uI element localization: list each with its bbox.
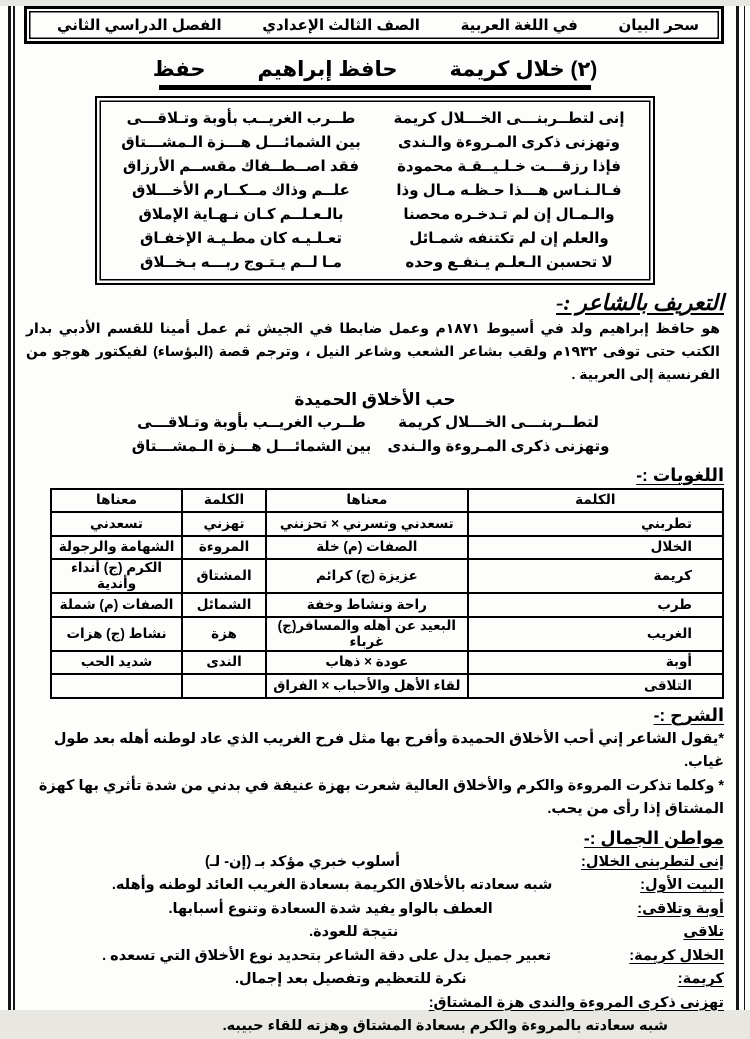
word-cell: تهزني [182,512,266,536]
verse-second-hemistich: تعـلـيـه كان مطـيـة الإخفـاق [140,229,342,247]
beauty-item [24,921,724,945]
explanation-line: *يقول الشاعر إني أحب الأخلاق الحميدة وأفرح بها مثل فرح الغريب الذي عاد لوطنه أهله بعد طول غياب. [53,730,724,770]
poem-verse [107,155,643,179]
verse-second-hemistich: مـا لــم يـتـوج ربـــه بـخــلاق [140,253,342,271]
vocabulary-row [51,536,723,560]
meaning-cell: لقاء الأهل والأحباب × الفراق [266,674,468,698]
verse-first-hemistich: إنى لتطــربنـــى الخـــلال كريمة [393,109,625,127]
page-border-right-thin [744,6,746,1010]
explanation-heading: الشرح :- [653,704,724,725]
word-cell: الندى [182,651,266,675]
verse-first-hemistich: وتهزنى ذكرى المـروءة والـندى [398,133,620,151]
vocabulary-row [51,617,723,651]
header-bar [24,6,724,44]
vocabulary-header-row [51,489,723,513]
vocabulary-column-header: معناها [266,489,468,513]
beauty-final-label: تهزنى ذكرى المروءة والندى هزة المشتاق: [428,994,724,1011]
meaning-cell: الشهامة والرجولة [51,536,182,560]
page-border-right-thick [736,6,739,1010]
word-cell: أوبة [468,651,723,675]
poem-verse [107,107,643,131]
worksheet-page [0,6,750,1034]
beauty-item-text: شبه سعادته بالأخلاق الكريمة بسعادة الغريب العائد لوطنه وأهله. [111,877,553,893]
meaning-cell: نشاط (ج) هزات [51,617,182,651]
beauty-item-text: تعبير جميل يدل على دقة الشاعر بتحديد نوع الأخلاق التي تسعده . [102,947,552,964]
vocabulary-column-header: معناها [51,489,182,513]
vocabulary-column-header: الكلمة [182,489,266,513]
page-border-left-thin [13,6,15,1010]
lesson-memorize-note: حفظ [152,58,206,81]
poet-bio-heading: التعريف بالشاعر :- [556,289,724,315]
memorize-verses [128,411,622,459]
verse-second-hemistich: طــرب الغريــب بأوبة وتـلاقـــى [126,109,356,127]
explanation-body [0,728,750,822]
meaning-cell: عزيزة (ج) كرائم [266,559,468,593]
word-cell: المشتاق [182,559,266,593]
poem-verse [107,131,643,155]
beauty-item-text: نتيجة للعودة. [309,924,399,940]
word-cell: الغريب [468,617,723,651]
explanation-line: * وكلما تذكرت المروءة والكرم والأخلاق العالية شعرت بهزة عنيفة في بدني من شدة تأثري بها كهزة المشتاق إذا رأى من يحب. [38,777,724,817]
verse-first-hemistich: فـالـنـاس هـــذا حـظـه مـال وذا [396,181,622,199]
poem-verse [107,203,643,227]
beauty-item [24,945,724,969]
word-cell: التلاقى [468,674,723,698]
word-cell: المروءة [182,536,266,560]
word-cell: الخلال [468,536,723,560]
vocabulary-row [51,674,723,698]
meaning-cell: الكرم (ج) أنداء وأندية [51,559,182,593]
word-cell: الشمائل [182,593,266,617]
page-border-left-thick [8,6,11,1010]
verse-second-hemistich: بالـعـلــم كـان نـهـاية الإملاق [138,205,344,223]
beauty-list [0,851,750,992]
verse-first-hemistich: والـمـال إن لم تـدخـره محصنا [403,205,615,223]
meaning-cell: تسعدني [51,512,182,536]
word-cell: كريمة [468,559,723,593]
memorize-section-heading: حب الأخلاق الحميدة [294,389,456,409]
title-underline [159,85,591,90]
verse-second-hemistich: بين الشمائـــل هـــزة الـمشـــتاق [121,133,361,151]
header-item: الفصل الدراسي الثاني [57,17,222,34]
beauty-item-text: أسلوب خبري مؤكد بـ (إن- لـ) [204,853,401,870]
beauty-item-label: الخلال كريمة: [629,947,724,964]
vocabulary-table [50,488,724,699]
beauty-item [24,851,724,875]
vocabulary-heading: اللغويات :- [636,464,724,485]
poet-bio-text: هو حافظ إبراهيم ولد في أسيوط ١٨٧١م وعمل ضابطا في الجيش ثم عمل أمينا للقسم الأدبي بدار الكتب حتى توفى ١٩٣٢م ولقب بشاعر الشعب وشاعر النيل ، وترجم قصة (البؤساء) لفيكتور هوجو من الفرنسية إلى العربية . [26,319,720,382]
poem-verse [107,179,643,203]
memorize-verse [128,435,622,459]
poem-verse [107,227,643,251]
vocabulary-column-header: الكلمة [468,489,723,513]
beauty-final-text: شبه سعادته بالمروءة والكرم بسعادة المشتاق وهزته للقاء حبيبه. [222,1018,668,1034]
header-item: سحر البيان [618,17,699,34]
verse-second-hemistich: فقد اصــطــفاك مقســم الأرزاق [122,157,360,175]
memorize-verse [128,411,622,435]
verse-second-hemistich: بين الشمائـــل هـــزة الـمشـــتاق [131,437,372,455]
verse-second-hemistich: طــرب الغريــب بأوبة وتـلاقـــى [137,413,366,431]
meaning-cell: البعيد عن أهله والمسافر(ج) غرباء [266,617,468,651]
verse-first-hemistich: فإذا رزقـــت خـلـيــقـة محمودة [397,157,621,175]
beauty-item-label: البيت الأول: [640,877,724,893]
meaning-cell: راحة ونشاط وخفة [266,593,468,617]
beauty-item-label: تلاقى [683,924,724,940]
beauty-item [24,874,724,898]
word-cell: هزة [182,617,266,651]
beauty-item-label: إنى لتطربنى الخلال: [581,853,724,870]
verse-first-hemistich: والعلم إن لم تكتنفه شمـائل [409,229,609,247]
meaning-cell [51,674,182,698]
vocabulary-row [51,559,723,593]
beauty-item [24,898,724,922]
poem-verse [107,251,643,275]
beauty-item-text: العطف بالواو يفيد شدة السعادة وتنوع أسبابها. [168,900,493,917]
vocabulary-row [51,593,723,617]
meaning-cell: الصفات (م) خلة [266,536,468,560]
verse-first-hemistich: لتطــربنـــى الخـــلال كريمة [398,413,599,431]
lesson-poet-name: حافظ إبراهيم [257,58,398,81]
meaning-cell: شديد الحب [51,651,182,675]
poem-box [95,96,655,285]
word-cell [182,674,266,698]
beauty-item [24,968,724,992]
word-cell: تطربني [468,512,723,536]
lesson-number-and-name: (٢) خلال كريمة [449,58,598,81]
verse-first-hemistich: لا تحسبن الـعلـم يـنفـع وحده [405,253,613,271]
verse-first-hemistich: وتهزنى ذكرى المـروءة والـندى [387,437,610,455]
vocabulary-row [51,651,723,675]
beauty-item-text: نكرة للتعظيم وتفصيل بعد إجمال. [235,971,467,987]
header-item: في اللغة العربية [460,17,578,34]
lesson-title [0,57,750,82]
beauty-heading: مواطن الجمال :- [583,827,724,848]
beauty-item-label: أوبة وتلاقى: [637,900,724,917]
word-cell: طرب [468,593,723,617]
header-item: الصف الثالث الإعدادي [262,17,420,34]
meaning-cell: الصفات (م) شملة [51,593,182,617]
meaning-cell: تسعدني وتسرني × تحزنني [266,512,468,536]
beauty-item-label: كريمة: [677,971,724,987]
vocabulary-row [51,512,723,536]
verse-second-hemistich: علــم وذاك مــكــارم الأخـــلاق [132,181,350,199]
meaning-cell: عودة × ذهاب [266,651,468,675]
